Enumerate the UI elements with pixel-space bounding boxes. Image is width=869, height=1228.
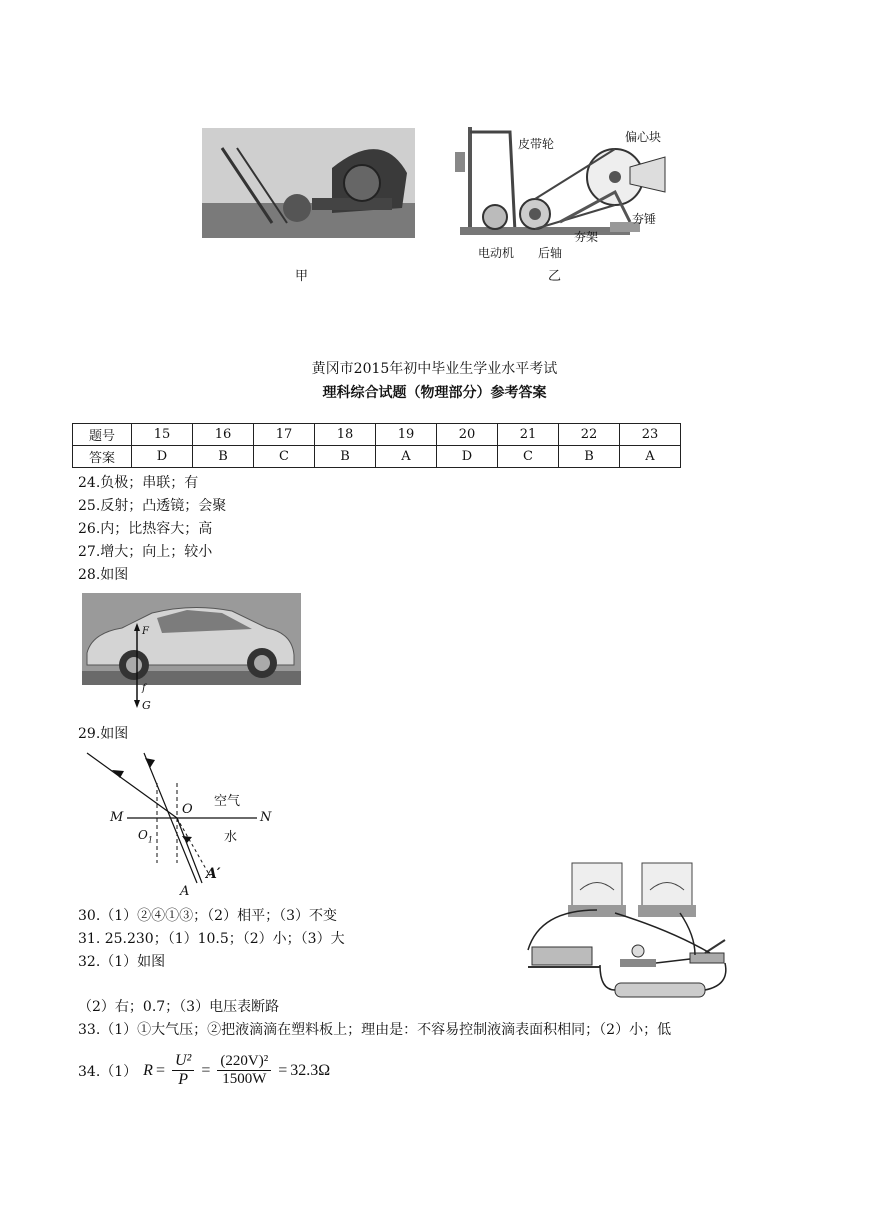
label-tamper-hammer: 夯锤 — [632, 212, 657, 226]
answer-33: 33.（1）①大气压；②把液滴滴在塑料板上；理由是：不容易控制液滴表面积相同；（2）小；低 — [78, 1022, 672, 1038]
fraction-den: P — [178, 1071, 189, 1088]
formula-result: 32.3Ω — [290, 1061, 331, 1079]
fraction-values — [217, 1053, 271, 1088]
answer-31: 31. 25.230；（1）10.5；（2）小；（3）大 — [78, 931, 345, 947]
table-cell: D — [437, 446, 498, 468]
table-cell: C — [254, 446, 315, 468]
table-cell: D — [132, 446, 193, 468]
equals-sign: = — [278, 1061, 288, 1079]
table-cell: 18 — [315, 424, 376, 446]
figure-jia-caption: 甲 — [295, 269, 309, 284]
table-cell: 16 — [193, 424, 254, 446]
label-A-prime: A′ — [206, 866, 221, 882]
figure-29-refraction — [82, 748, 272, 900]
figure-jia-photo — [202, 128, 415, 238]
label-A: A — [180, 884, 190, 899]
table-cell: C — [498, 446, 559, 468]
label-tamper-frame: 夯架 — [574, 230, 599, 244]
equals-sign: = — [201, 1061, 211, 1079]
figure-yi-diagram — [440, 122, 675, 262]
label-water: 水 — [224, 830, 238, 845]
fraction-U2-over-P — [172, 1052, 194, 1089]
document-title: 黄冈市2015年初中毕业生学业水平考试 — [311, 361, 558, 377]
document-subtitle: 理科综合试题（物理部分）参考答案 — [322, 385, 547, 401]
label-rear-axle: 后轴 — [538, 246, 563, 260]
table-cell: 22 — [559, 424, 620, 446]
table-cell: 15 — [132, 424, 193, 446]
table-cell: B — [559, 446, 620, 468]
table-cell: 23 — [620, 424, 681, 446]
label-O: O — [182, 802, 193, 817]
tamping-machine-photo-illustration — [202, 128, 415, 238]
answer-30: 30.（1）②④①③；（2）相平；（3）不变 — [78, 908, 337, 924]
label-O1-letter: O — [138, 828, 148, 842]
fraction-den-values: 1500W — [222, 1071, 267, 1087]
table-cell: 17 — [254, 424, 315, 446]
label-air: 空气 — [214, 794, 241, 809]
answer-28: 28.如图 — [78, 567, 129, 583]
fraction-num: U² — [172, 1052, 194, 1071]
label-O1 — [138, 828, 153, 844]
table-row-questions — [73, 424, 681, 446]
formula-R: R — [143, 1061, 153, 1079]
label-eccentric-block: 偏心块 — [625, 130, 662, 144]
equals-sign: = — [155, 1061, 165, 1079]
answer-27: 27.增大；向上；较小 — [78, 544, 213, 560]
label-N: N — [260, 810, 272, 825]
table-cell: B — [315, 446, 376, 468]
label-M: M — [110, 810, 124, 825]
answer-32-part2: （2）右；0.7；（3）电压表断路 — [78, 999, 280, 1015]
answer-25: 25.反射；凸透镜；会聚 — [78, 498, 227, 514]
label-belt-pulley: 皮带轮 — [518, 137, 555, 151]
answer-34-formula — [78, 1052, 330, 1089]
answer-26: 26.内；比热容大；高 — [78, 521, 213, 537]
figure-28-car — [82, 593, 301, 713]
label-force-G: G — [142, 699, 151, 712]
figure-32-circuit — [520, 855, 740, 1000]
table-cell: A — [376, 446, 437, 468]
answer-34-prefix: 34.（1） — [78, 1063, 138, 1080]
answer-24: 24.负极；串联；有 — [78, 475, 199, 491]
table-cell: 19 — [376, 424, 437, 446]
table-row-label: 答案 — [73, 446, 132, 468]
table-cell: 21 — [498, 424, 559, 446]
label-force-F: F — [142, 626, 149, 637]
figure-yi-caption: 乙 — [548, 269, 562, 284]
car-force-diagram — [82, 593, 301, 713]
table-cell: 20 — [437, 424, 498, 446]
answer-table — [72, 423, 681, 468]
label-O1-sub: 1 — [147, 835, 153, 845]
circuit-diagram — [520, 855, 740, 1000]
table-row-answers — [73, 446, 681, 468]
label-motor: 电动机 — [478, 246, 515, 260]
answer-32: 32.（1）如图 — [78, 954, 166, 970]
table-cell: A — [620, 446, 681, 468]
answer-29: 29.如图 — [78, 726, 129, 742]
table-cell: B — [193, 446, 254, 468]
fraction-num-values: (220V)² — [217, 1053, 271, 1071]
table-row-label: 题号 — [73, 424, 132, 446]
label-force-f: f — [142, 683, 146, 694]
